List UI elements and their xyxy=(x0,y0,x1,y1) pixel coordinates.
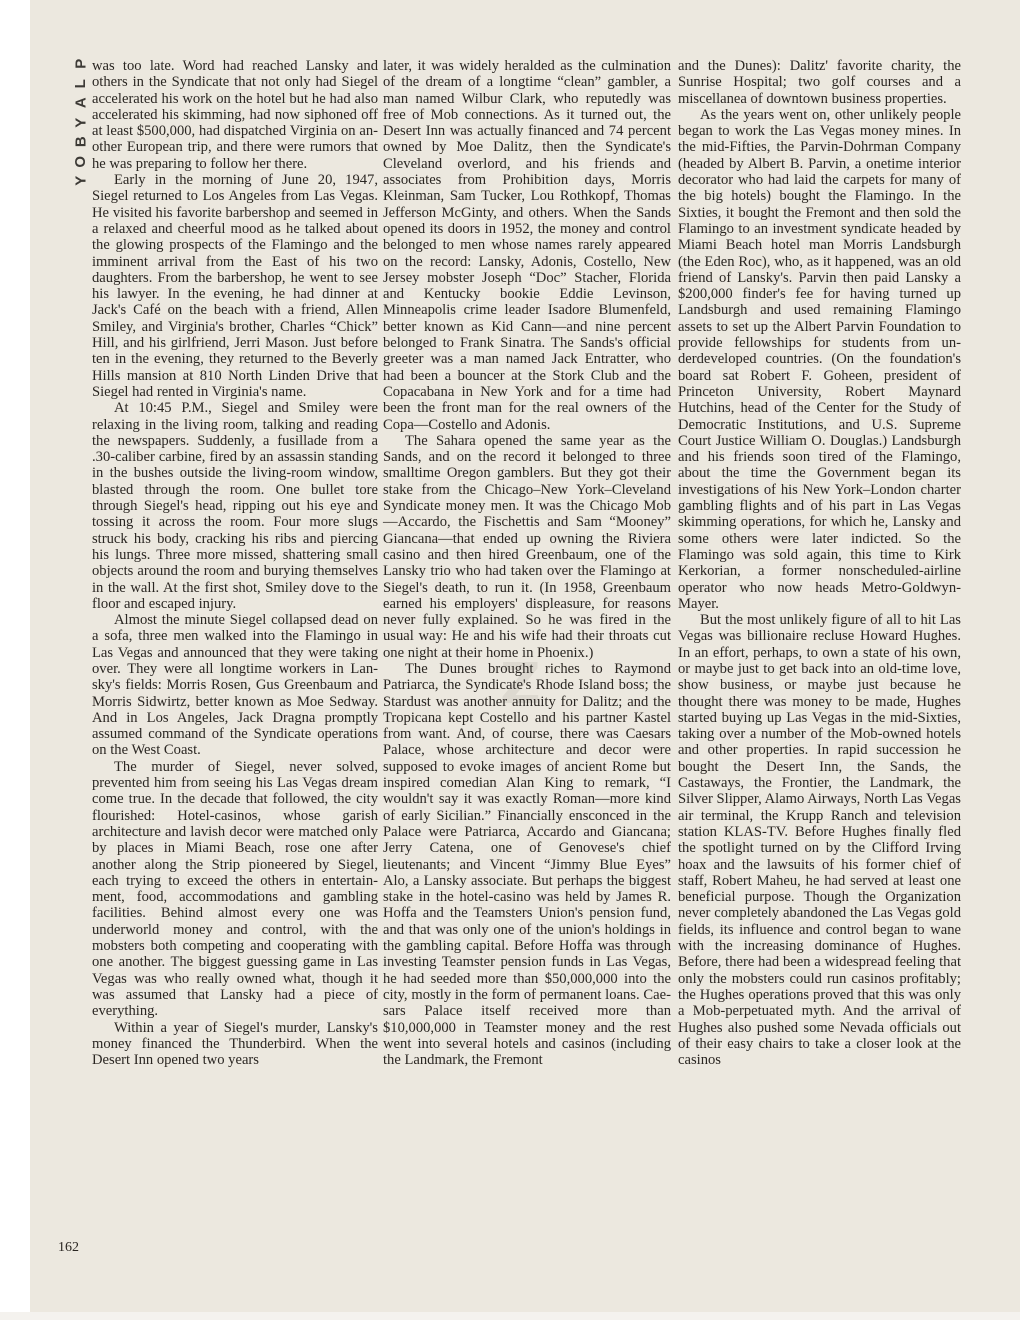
paragraph: The murder of Siegel, never solved, prevented him from seeing his Las Vegas dream come true. In the decade that followed, the city flourished: Hotel-casinos, whose garish architecture and lavish decor were matched only by places in Miami Beach, rose one after another along the Strip pioneered by Siegel, each trying to exceed the others in entertainment, food, accommodations and gambling facilities. Behind almost every one was underworld money and control, with the mobsters both competing and cooperating with one another. The biggest guessing game in Las Vegas was who really owned what, though it was assumed that Lansky had a piece of everything. xyxy=(92,758,378,1020)
paragraph: Early in the morning of June 20, 1947, Siegel returned to Los Angeles from Las Vegas. He visited his favorite barbershop and seemed in a relaxed and cheerful mood as he talked about the glowing prospects of the Flamingo and the imminent arrival from the East of his two daughters. From the barbershop, he went to see his lawyer. In the evening, he had dinner at Jack's Café on the beach with a friend, Allen Smiley, and Virginia's brother, Charles “Chick” Hill, and his girlfriend, Jerri Mason. Just before ten in the evening, they returned to the Beverly Hills mansion at 810 North Linden Drive that Siegel had rented in Virginia's name. xyxy=(92,172,378,400)
masthead-letter: P xyxy=(72,58,90,69)
masthead-letter: B xyxy=(72,136,90,148)
paragraph: The Sahara opened the same year as the Sands, and on the record it belonged to three smalltime Oregon gamblers. But they got their stake from the Chicago–New York–Cleveland Syndicate money men. It was the Chicago Mob—Accardo, the Fischettis and Sam “Mooney” Giancana—that ended up owning the Riviera casino and then hired Greenbaum, one of the Lansky trio who had taken over the Flamingo at Siegel's death, to run it. (In 1958, Greenbaum earned his employers' displeasure, for reasons never fully explained. So he was fired in the usual way: He and his wife had their throats cut one night at their home in Phoenix.) xyxy=(383,432,671,661)
masthead-letter: A xyxy=(72,97,90,109)
text-column-1 xyxy=(92,58,378,1068)
page-edge-bottom xyxy=(0,1312,1020,1320)
watermark: Z xyxy=(500,652,543,717)
text-column-2 xyxy=(383,58,671,1068)
masthead-letter: Y xyxy=(72,117,90,128)
paragraph: Almost the minute Siegel collapsed dead on a sofa, three men walked into the Flamingo in Las Vegas and announced that they were taking over. They were all longtime workers in Lansky's fields: Morris Rosen, Gus Greenbaum and Morris Sidwirtz, better known as Moe Sedway. And in Los Angeles, Jack Dragna promptly assumed command of the Syndicate operations on the West Coast. xyxy=(92,612,378,759)
paragraph: At 10:45 P.M., Siegel and Smiley were relaxing in the living room, talking and reading the newspapers. Suddenly, a fusillade from a .30-caliber carbine, fired by an assassin standing in the bushes outside the living-room window, blasted through the room. One bullet tore through Siegel's head, ripping out his eye and tossing it across the room. Four more slugs struck his body, cracking his ribs and piercing his lungs. Three more missed, shattering small objects around the room and burying themselves in the wall. At the first shot, Smiley dove to the floor and escaped injury. xyxy=(92,400,378,612)
paragraph: later, it was widely heralded as the culmination of the dream of a longtime “clean” gambler, a man named Wilbur Clark, who reputedly was free of Mob connections. As it turned out, the Desert Inn was actually financed and 74 percent owned by Moe Dalitz, then the Syndicate's Cleveland overlord, and his friends and associates from Prohibition days, Morris Kleinman, Sam Tucker, Lou Rothkopf, Thomas Jefferson McGinty, and others. When the Sands opened its doors in 1952, the money and control belonged to men whose names rarely appeared on the record: Lansky, Adonis, Costello, New Jersey mobster Joseph “Doc” Stacher, Florida and Kentucky bookie Eddie Levinson, Minneapolis crime leader Isadore Blumenfeld, better known as Kid Cann—and nine percent belonged to Frank Sinatra. The Sands's official greeter was a man named Jack Entratter, who had been a bouncer at the Stork Club and the Copacabana in New York and for a time had been the front man for the real owners of the Copa—Costello and Adonis. xyxy=(383,58,671,433)
paragraph: was too late. Word had reached Lansky and others in the Syndicate that not only had Siegel accelerated his work on the hotel but he had also accelerated his skimming, had now siphoned off at least $500,000, had dispatched Virginia on another European trip, and there were rumors that he was preparing to follow her there. xyxy=(92,58,378,172)
page-number: 162 xyxy=(58,1240,79,1255)
paragraph: As the years went on, other unlikely people began to work the Las Vegas money mines. In the mid-Fifties, the Parvin-Dohrman Company (headed by Albert B. Parvin, a onetime interior decorator who had laid the carpets for many of the big hotels) bought the Flamingo. In the Sixties, it bought the Fremont and then sold the Flamingo to an investment syndicate headed by Miami Beach hotel man Morris Landsburgh (the Eden Roc), who, as it happened, was an old friend of Lansky's. Parvin then paid Lansky a $200,000 finder's fee for having turned up Landsburgh and used remaining Flamingo assets to set up the Albert Parvin Foundation to provide fellowships for students from underdeveloped countries. (On the foundation's board sat Robert F. Goheen, president of Princeton University, Robert Maynard Hutchins, head of the Center for the Study of Democratic Institutions, and U.S. Supreme Court Justice William O. Douglas.) Landsburgh and his friends soon tired of the Flamingo, about the time the Government began its investigations of his New York–London charter gambling flights and of his part in Las Vegas skimming operations, for which he, Lansky and some others were later indicted. So the Flamingo was sold again, this time to Kirk Kerkorian, a former nonscheduled-airline operator who now heads Metro-Goldwyn-Mayer. xyxy=(678,106,961,612)
text-column-3 xyxy=(678,58,961,1068)
paragraph: The Dunes brought riches to Raymond Patriarca, the Syndicate's Rhode Island boss; the Stardust was another annuity for Dalitz; and the Tropicana kept Costello and his partner Kastel from want. And, of course, there was Caesars Palace, whose architecture and decor were supposed to evoke images of ancient Rome but inspired comedian Alan King to remark, “I wouldn't say it was exactly Roman—more kind of early Sicilian.” Financially ensconced in the Palace were Patriarca, Accardo and Giancana; Jerry Catena, one of Genovese's chief lieutenants; and Vincent “Jimmy Blue Eyes” Alo, a Lansky associate. But perhaps the biggest stake in the hotel-casino was held by James R. Hoffa and the Teamsters Union's pension fund, and that was only one of the union's holdings in the gambling capital. Before Hoffa was through investing Teamster pension funds in Las Vegas, he had seeded more than $50,000,000 into the city, mostly in the form of permanent loans. Caesars Palace itself received more than $10,000,000 in Teamster money and the rest went into several hotels and casinos (including the Landmark, the Fremont xyxy=(383,660,671,1069)
page-edge-left xyxy=(0,0,30,1320)
paragraph: But the most unlikely figure of all to hit Las Vegas was billionaire recluse Howard Hughes. In an effort, perhaps, to own a state of his own, or maybe just to get back into an old-time love, show business, or maybe just because he thought there was money to be made, Hughes started buying up Las Vegas in the mid-Sixties, taking over a number of the Mob-owned hotels and other properties. In rapid succession he bought the Desert Inn, the Sands, the Castaways, the Frontier, the Landmark, the Silver Slipper, Alamo Airways, North Las Vegas air terminal, the Krupp Ranch and television station KLAS-TV. Before Hughes finally fled the spotlight turned on by the Clifford Irving hoax and the lawsuits of his former chief of staff, Robert Maheu, he had served at least one beneficial purpose. Though the Organization never completely abandoned the Las Vegas gold fields, its influence and control began to wane with the increasing dominance of Hughes. Before, there had been a widespread feeling that only the mobsters could run casinos profitably; the Hughes operations proved that this was only a Mob-perpetuated myth. And the arrival of Hughes also pushed some Nevada officials out of their easy chairs to take a closer look at the casinos xyxy=(678,612,961,1069)
paragraph: Within a year of Siegel's murder, Lansky's money financed the Thunderbird. When the Desert Inn opened two years xyxy=(92,1019,378,1069)
masthead-letter: L xyxy=(72,78,90,88)
paragraph: and the Dunes): Dalitz' favorite charity, the Sunrise Hospital; two golf courses and a miscellanea of downtown business properties. xyxy=(678,58,961,107)
masthead-letter: Y xyxy=(72,175,90,186)
masthead-letter: O xyxy=(72,155,90,168)
